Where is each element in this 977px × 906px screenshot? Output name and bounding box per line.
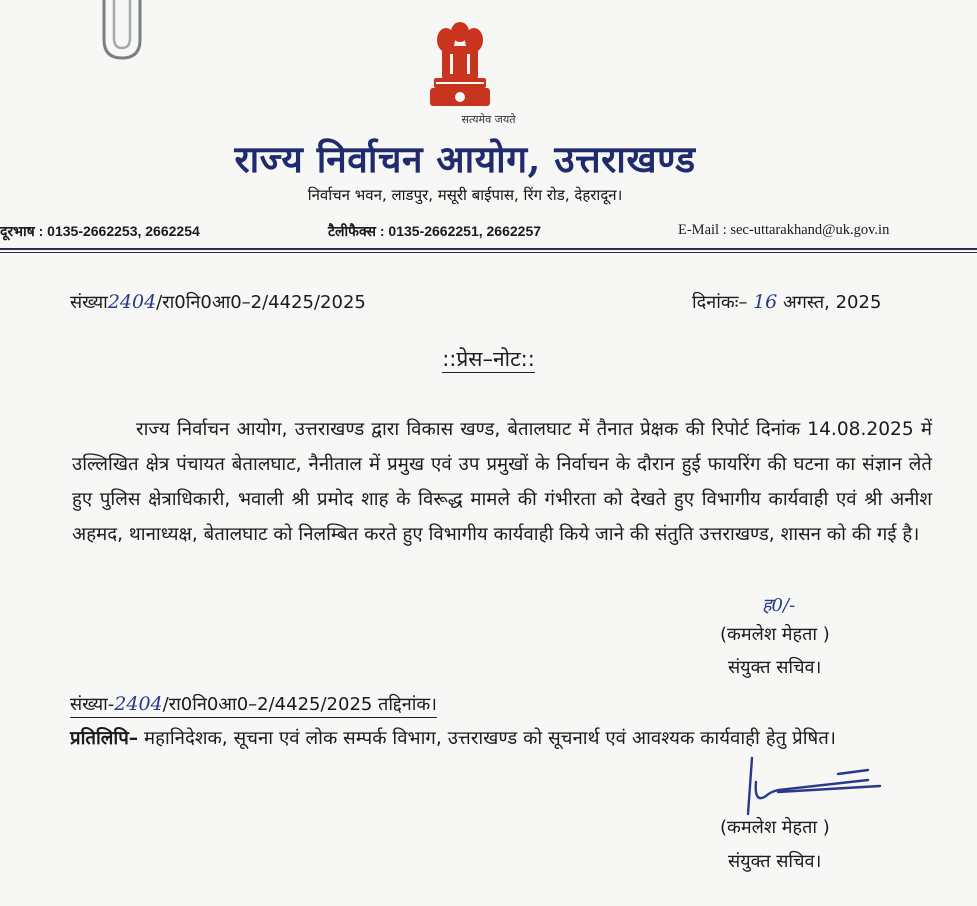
document-date [692, 290, 881, 314]
signatory-name: (कमलेश मेहता ) [720, 624, 830, 645]
copy-reference-suffix: /रा0नि0आ0–2/4425/2025 तद्दिनांक। [162, 694, 438, 715]
copy-to-label: प्रतिलिपि– [70, 728, 139, 749]
signatory-name-copy: (कमलेश मेहता ) [720, 817, 830, 838]
header-divider-thin [0, 252, 977, 253]
reference-suffix: /रा0नि0आ0–2/4425/2025 [156, 292, 366, 313]
fax-value: 0135-2662251, 2662257 [388, 223, 542, 239]
phone-label: दूरभाष : [0, 223, 44, 239]
copy-reference-handwritten-number: 2404 [114, 693, 163, 715]
national-emblem-icon [420, 12, 500, 112]
signatory-designation: संयुक्त सचिव। [728, 657, 822, 678]
date-month-year: अगस्त, 2025 [783, 292, 882, 313]
handwritten-signature [718, 752, 888, 822]
copy-to-paragraph [70, 722, 930, 755]
organization-title: राज्य निर्वाचन आयोग, उत्तराखण्ड [234, 137, 696, 181]
phone-contact [0, 222, 200, 241]
email-contact: E-Mail : sec-uttarakhand@uk.gov.in [678, 222, 890, 238]
copy-reference-number [70, 692, 437, 718]
press-note-heading-text: ::प्रेस–नोट:: [442, 347, 535, 371]
reference-handwritten-number: 2404 [107, 291, 157, 313]
copy-reference-prefix: संख्या- [70, 694, 115, 715]
date-handwritten-day: 16 [753, 291, 778, 313]
copy-to-text: महानिदेशक, सूचना एवं लोक सम्पर्क विभाग, उत्तराखण्ड को सूचनार्थ एवं आवश्यक कार्यवाही हेतु प्रेषित। [144, 728, 836, 749]
phone-value: 0135-2662253, 2662254 [47, 223, 200, 239]
header-divider [0, 248, 977, 250]
paper-clip-icon [96, 0, 148, 64]
reference-prefix: संख्या [70, 292, 108, 313]
press-note-heading [0, 345, 977, 373]
reference-number [70, 290, 366, 314]
organization-address: निर्वाचन भवन, लाडपुर, मसूरी बाईपास, रिंग रोड, देहरादून। [307, 186, 623, 204]
fax-contact [328, 222, 541, 241]
signature-mark: ह0/- [762, 595, 796, 616]
date-label: दिनांकः– [692, 292, 748, 313]
press-note-body: राज्य निर्वाचन आयोग, उत्तराखण्ड द्वारा विकास खण्ड, बेतालघाट में तैनात प्रेक्षक की रिपोर्ट दिनांक 14.08.2025 में उल्लिखित क्षेत्र पंचायत बेतालघाट, नैनीताल में प्रमुख एवं उप प्रमुखों के निर्वाचन के दौरान हुई फायरिंग की घटना का संज्ञान लेते हुए पुलिस क्षेत्राधिकारी, भवाली श्री प्रमोद शाह के विरूद्ध मामले की गंभीरता को देखते हुए विभागीय कार्यवाही एवं श्री अनीश अहमद, थानाध्यक्ष, बेतालघाट को निलम्बित करते हुए विभागीय कार्यवाही किये जाने की संतुति उत्तराखण्ड, शासन को की गई है। [72, 419, 932, 545]
fax-label: टैलीफैक्स : [328, 223, 385, 239]
emblem-motto: सत्यमेव जयते [461, 113, 516, 126]
signatory-designation-copy: संयुक्त सचिव। [728, 851, 822, 872]
